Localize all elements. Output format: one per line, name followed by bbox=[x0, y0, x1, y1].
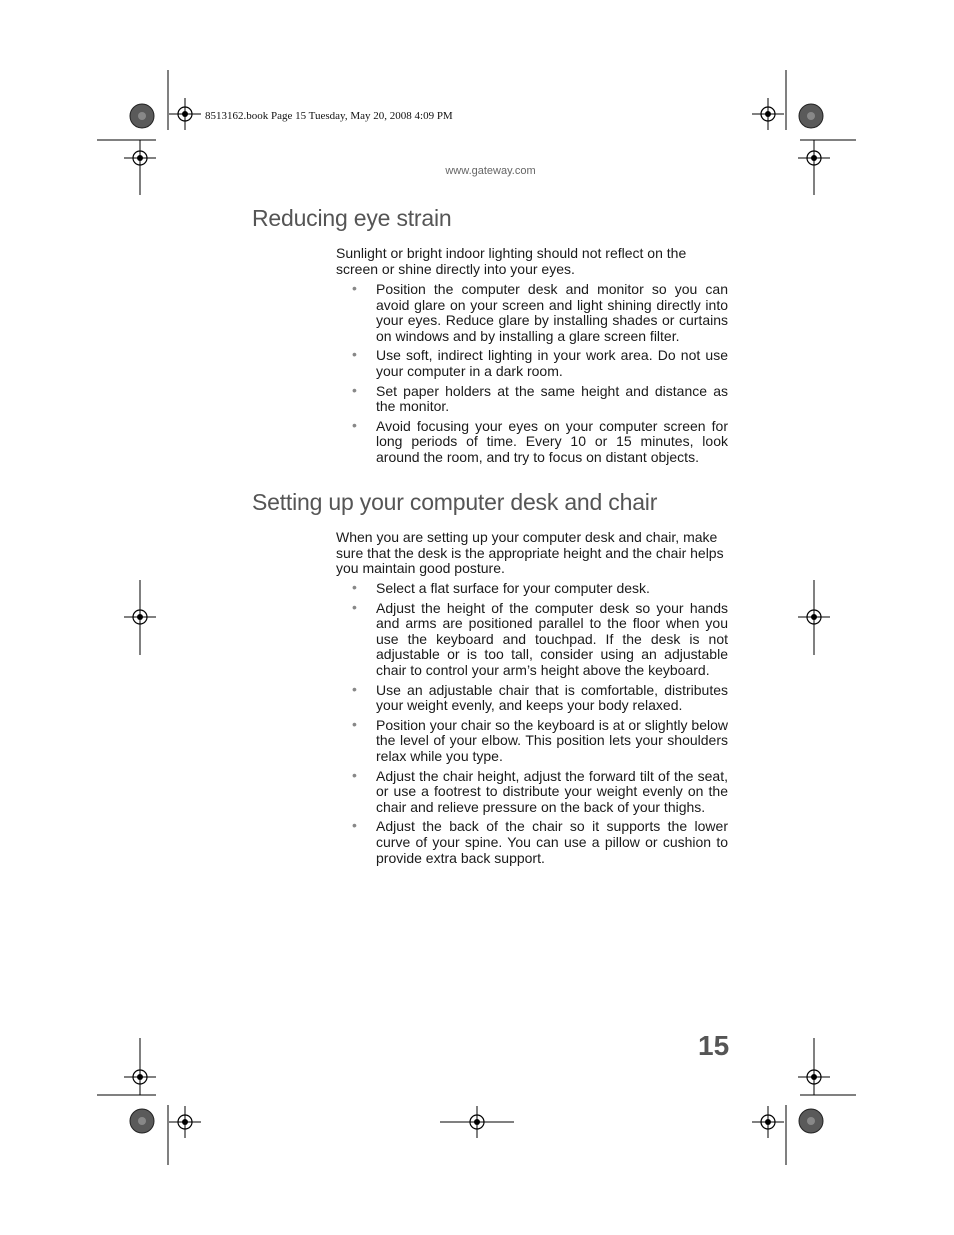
bullet-icon: • bbox=[352, 680, 357, 697]
bullet-icon: • bbox=[352, 817, 357, 834]
list-item bbox=[336, 282, 728, 344]
list-item-text: Position your chair so the keyboard is at or slightly below the level of your elbow. This position lets your shoulders relax while you type. bbox=[376, 716, 728, 764]
bullet-icon: • bbox=[352, 579, 357, 595]
bullet-icon: • bbox=[352, 766, 357, 783]
list-item-text: Set paper holders at the same height and distance as the monitor. bbox=[376, 382, 728, 415]
registration-target-icon bbox=[169, 98, 201, 130]
list-item bbox=[336, 766, 728, 816]
bullet-list-eye-strain bbox=[336, 282, 728, 470]
list-item-text: Use an adjustable chair that is comfortable, distributes your weight evenly, and keeps your body relaxed. bbox=[376, 681, 728, 714]
bullet-icon: • bbox=[352, 280, 357, 296]
registration-star-icon bbox=[130, 104, 154, 128]
section-heading-desk-chair: Setting up your computer desk and chair bbox=[252, 489, 658, 515]
registration-target-icon bbox=[752, 98, 784, 130]
list-item bbox=[336, 416, 728, 466]
list-item bbox=[336, 819, 728, 866]
registration-star-icon bbox=[799, 1109, 823, 1133]
print-slug-line: 8513162.book Page 15 Tuesday, May 20, 2008 4:09 PM bbox=[205, 110, 453, 122]
list-item-text: Position the computer desk and monitor so you can avoid glare on your screen and light shining directly into your eyes. Reduce glare by installing shades or curtains on windows and by installing a glare screen filter. bbox=[376, 281, 728, 344]
list-item-text: Use soft, indirect lighting in your work area. Do not use your computer in a dark room. bbox=[376, 347, 728, 379]
bullet-icon: • bbox=[352, 416, 357, 433]
list-item-text: Adjust the chair height, adjust the forward tilt of the seat, or use a footrest to distribute your weight evenly on the chair and relieve pressure on the back of your thighs. bbox=[376, 767, 728, 815]
list-item-text: Adjust the height of the computer desk so your hands and arms are positioned parallel to the floor when you use the keyboard and touchpad. If the desk is not adjustable or is too tall, consider using an adjustable chair to control your arm’s height above the keyboard. bbox=[376, 599, 728, 678]
list-item bbox=[336, 581, 728, 597]
list-item bbox=[336, 680, 728, 714]
bullet-icon: • bbox=[352, 598, 357, 615]
list-item bbox=[336, 381, 728, 415]
page-number: 15 bbox=[698, 1030, 730, 1061]
registration-target-icon bbox=[752, 1106, 784, 1138]
list-item bbox=[336, 348, 728, 379]
bullet-list-desk-chair bbox=[336, 581, 728, 870]
registration-target-icon bbox=[169, 1106, 201, 1138]
registration-star-icon bbox=[130, 1109, 154, 1133]
site-url: www.gateway.com bbox=[445, 165, 536, 177]
list-item bbox=[336, 598, 728, 679]
list-item-text: Adjust the back of the chair so it supports the lower curve of your spine. You can use a pillow or cushion to provide extra back support. bbox=[376, 818, 728, 866]
section-intro-eye-strain: Sunlight or bright indoor lighting should not reflect on the screen or shine directly into your eyes. bbox=[336, 245, 687, 277]
bullet-icon: • bbox=[352, 381, 357, 398]
section-heading-eye-strain: Reducing eye strain bbox=[252, 205, 452, 231]
bullet-icon: • bbox=[352, 715, 357, 732]
list-item-text: Avoid focusing your eyes on your computer screen for long periods of time. Every 10 or 15 minutes, look around the room, and try to focus on distant objects. bbox=[376, 417, 728, 465]
registration-star-icon bbox=[799, 104, 823, 128]
list-item bbox=[336, 715, 728, 765]
section-intro-desk-chair: When you are setting up your computer desk and chair, make sure that the desk is the appropriate height and the chair helps you maintain good posture. bbox=[336, 529, 724, 577]
bullet-icon: • bbox=[352, 346, 357, 363]
list-item-text: Select a flat surface for your computer desk. bbox=[376, 580, 650, 596]
